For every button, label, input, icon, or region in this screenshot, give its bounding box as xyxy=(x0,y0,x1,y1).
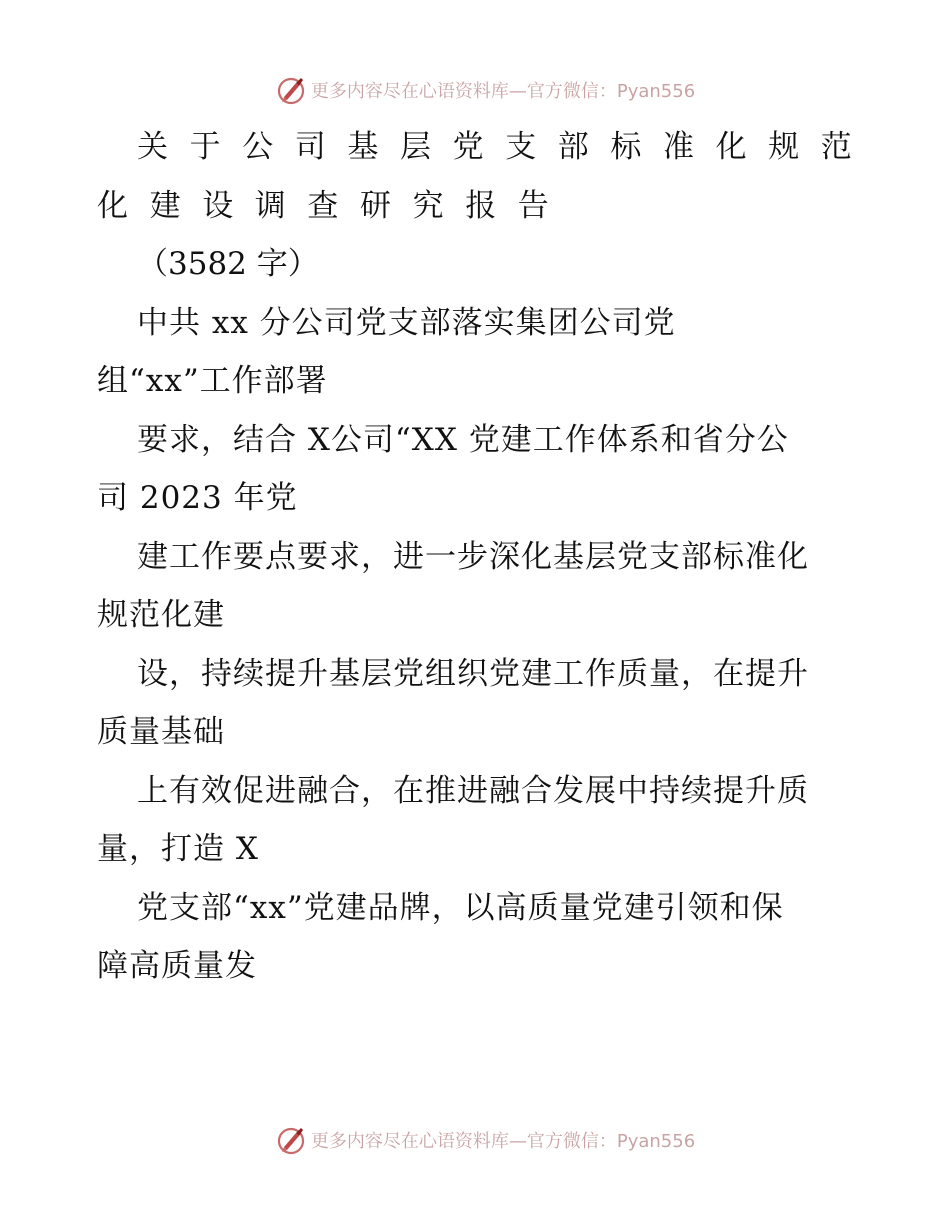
doc-paragraph-line: 党支部“xx”党建品牌，以高质量党建引领和保 xyxy=(137,889,784,926)
doc-paragraph-line: 建工作要点要求，进一步深化基层党支部标准化 xyxy=(137,538,809,575)
doc-title-line-1: 关于公司基层党支部标准化规范 xyxy=(137,129,874,165)
pen-logo-icon xyxy=(275,74,307,106)
doc-paragraph-line: 组“xx”工作部署 xyxy=(97,363,328,399)
doc-paragraph-line: 要求，结合 X公司“XX 党建工作体系和省分公 xyxy=(137,421,789,458)
doc-paragraph-line: 质量基础 xyxy=(97,714,225,750)
doc-paragraph-line: 障高质量发 xyxy=(97,948,257,984)
document-body xyxy=(97,118,874,996)
watermark-text: 更多内容尽在心语资料库—官方微信：Pyan556 xyxy=(310,81,696,102)
doc-paragraph-line: 规范化建 xyxy=(97,597,225,633)
doc-paragraph-line: 司 2023 年党 xyxy=(97,480,298,516)
pen-logo-icon xyxy=(275,1124,307,1156)
doc-title-line-2: 化建设调查研究报告 xyxy=(97,187,571,224)
doc-paragraph-line: 量，打造 X xyxy=(97,831,259,867)
doc-paragraph-line: 上有效促进融合，在推进融合发展中持续提升质 xyxy=(137,772,809,809)
watermark-banner-bottom xyxy=(0,1120,950,1160)
doc-word-count: （3582 字） xyxy=(137,246,319,282)
doc-paragraph-line: 中共 xx 分公司党支部落实集团公司党 xyxy=(137,304,676,341)
watermark-text: 更多内容尽在心语资料库—官方微信：Pyan556 xyxy=(310,1131,696,1152)
doc-paragraph-line: 设，持续提升基层党组织党建工作质量，在提升 xyxy=(137,655,809,692)
watermark-banner-top xyxy=(0,70,950,110)
